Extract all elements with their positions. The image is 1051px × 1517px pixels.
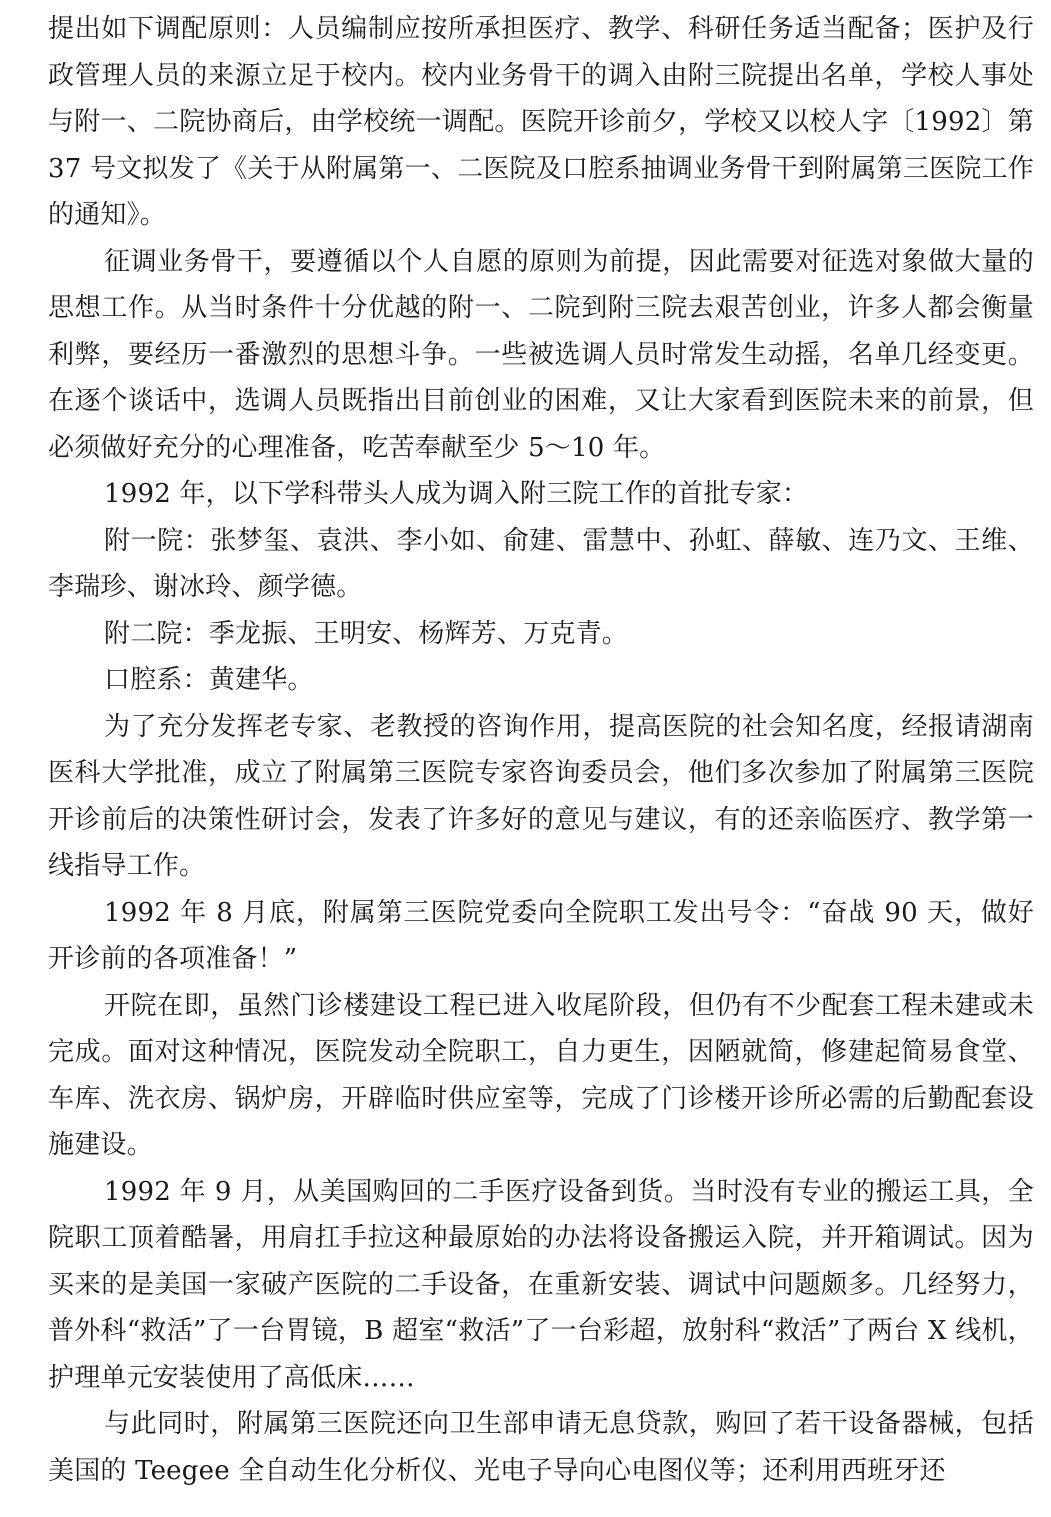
paragraph-party-order: 1992 年 8 月底，附属第三医院党委向全院职工发出号令：“奋战 90 天，做好开诊前的各项准备！” [48,897,1034,974]
paragraph-staffing-principles: 提出如下调配原则：人员编制应按所承担医疗、教学、科研任务适当配备；医护及行政管理人员的来源立足于校内。校内业务骨干的调入由附三院提出名单，学校人事处与附一、二院协商后，由学校统一调配。医院开诊前夕，学校又以校人字〔1992〕第 37 号文拟发了《关于从附属第一、二医院及口腔系抽调业务骨干到附属第三医院工作的通知》。 [48,14,1034,230]
paragraph-second-hospital-experts: 附二院：季龙振、王明安、杨辉芳、万克青。 [104,618,629,649]
paragraph-first-hospital-experts: 附一院：张梦玺、袁洪、李小如、俞建、雷慧中、孙虹、薛敏、连乃文、王维、李瑞珍、谢冰玲、颜学德。 [48,525,1034,602]
paragraph-loan-equipment: 与此同时，附属第三医院还向卫生部申请无息贷款，购回了若干设备器械，包括美国的 Teegee 全自动生化分析仪、光电子导向心电图仪等；还利用西班牙还 [48,1409,1034,1486]
paragraph-stomatology-expert: 口腔系：黄建华。 [104,665,314,695]
document-page [48,6,1034,1494]
paragraph-advisory-committee: 为了充分发挥老专家、老教授的咨询作用，提高医院的社会知名度，经报请湖南医科大学批准，成立了附属第三医院专家咨询委员会，他们多次参加了附属第三医院开诊前后的决策性研讨会，发表了许多好的意见与建议，有的还亲临医疗、教学第一线指导工作。 [48,711,1034,881]
paragraph-used-equipment: 1992 年 9 月，从美国购回的二手医疗设备到货。当时没有专业的搬运工具，全院职工顶着酷暑，用肩扛手拉这种最原始的办法将设备搬运入院，并开箱调试。因为买来的是美国一家破产医院的二手设备，在重新安装、调试中问题颇多。几经努力，普外科“救活”了一台胃镜，B 超室“救活”了一台彩超，放射科“救活”了两台 X 线机，护理单元安装使用了高低床…… [48,1176,1034,1393]
paragraph-supporting-facilities: 开院在即，虽然门诊楼建设工程已进入收尾阶段，但仍有不少配套工程未建或未完成。面对这种情况，医院发动全院职工，自力更生，因陋就简，修建起简易食堂、车库、洗衣房、锅炉房，开辟临时供应室等，完成了门诊楼开诊所必需的后勤配套设施建设。 [48,990,1034,1160]
paragraph-first-experts-intro: 1992 年，以下学科带头人成为调入附三院工作的首批专家： [104,479,809,509]
paragraph-recruitment-work: 征调业务骨干，要遵循以个人自愿的原则为前提，因此需要对征选对象做大量的思想工作。从当时条件十分优越的附一、二院到附三院去艰苦创业，许多人都会衡量利弊，要经历一番激烈的思想斗争。一些被选调人员时常发生动摇，名单几经变更。在逐个谈话中，选调人员既指出目前创业的困难，又让大家看到医院未来的前景，但必须做好充分的心理准备，吃苦奉献至少 5～10 年。 [48,246,1034,463]
